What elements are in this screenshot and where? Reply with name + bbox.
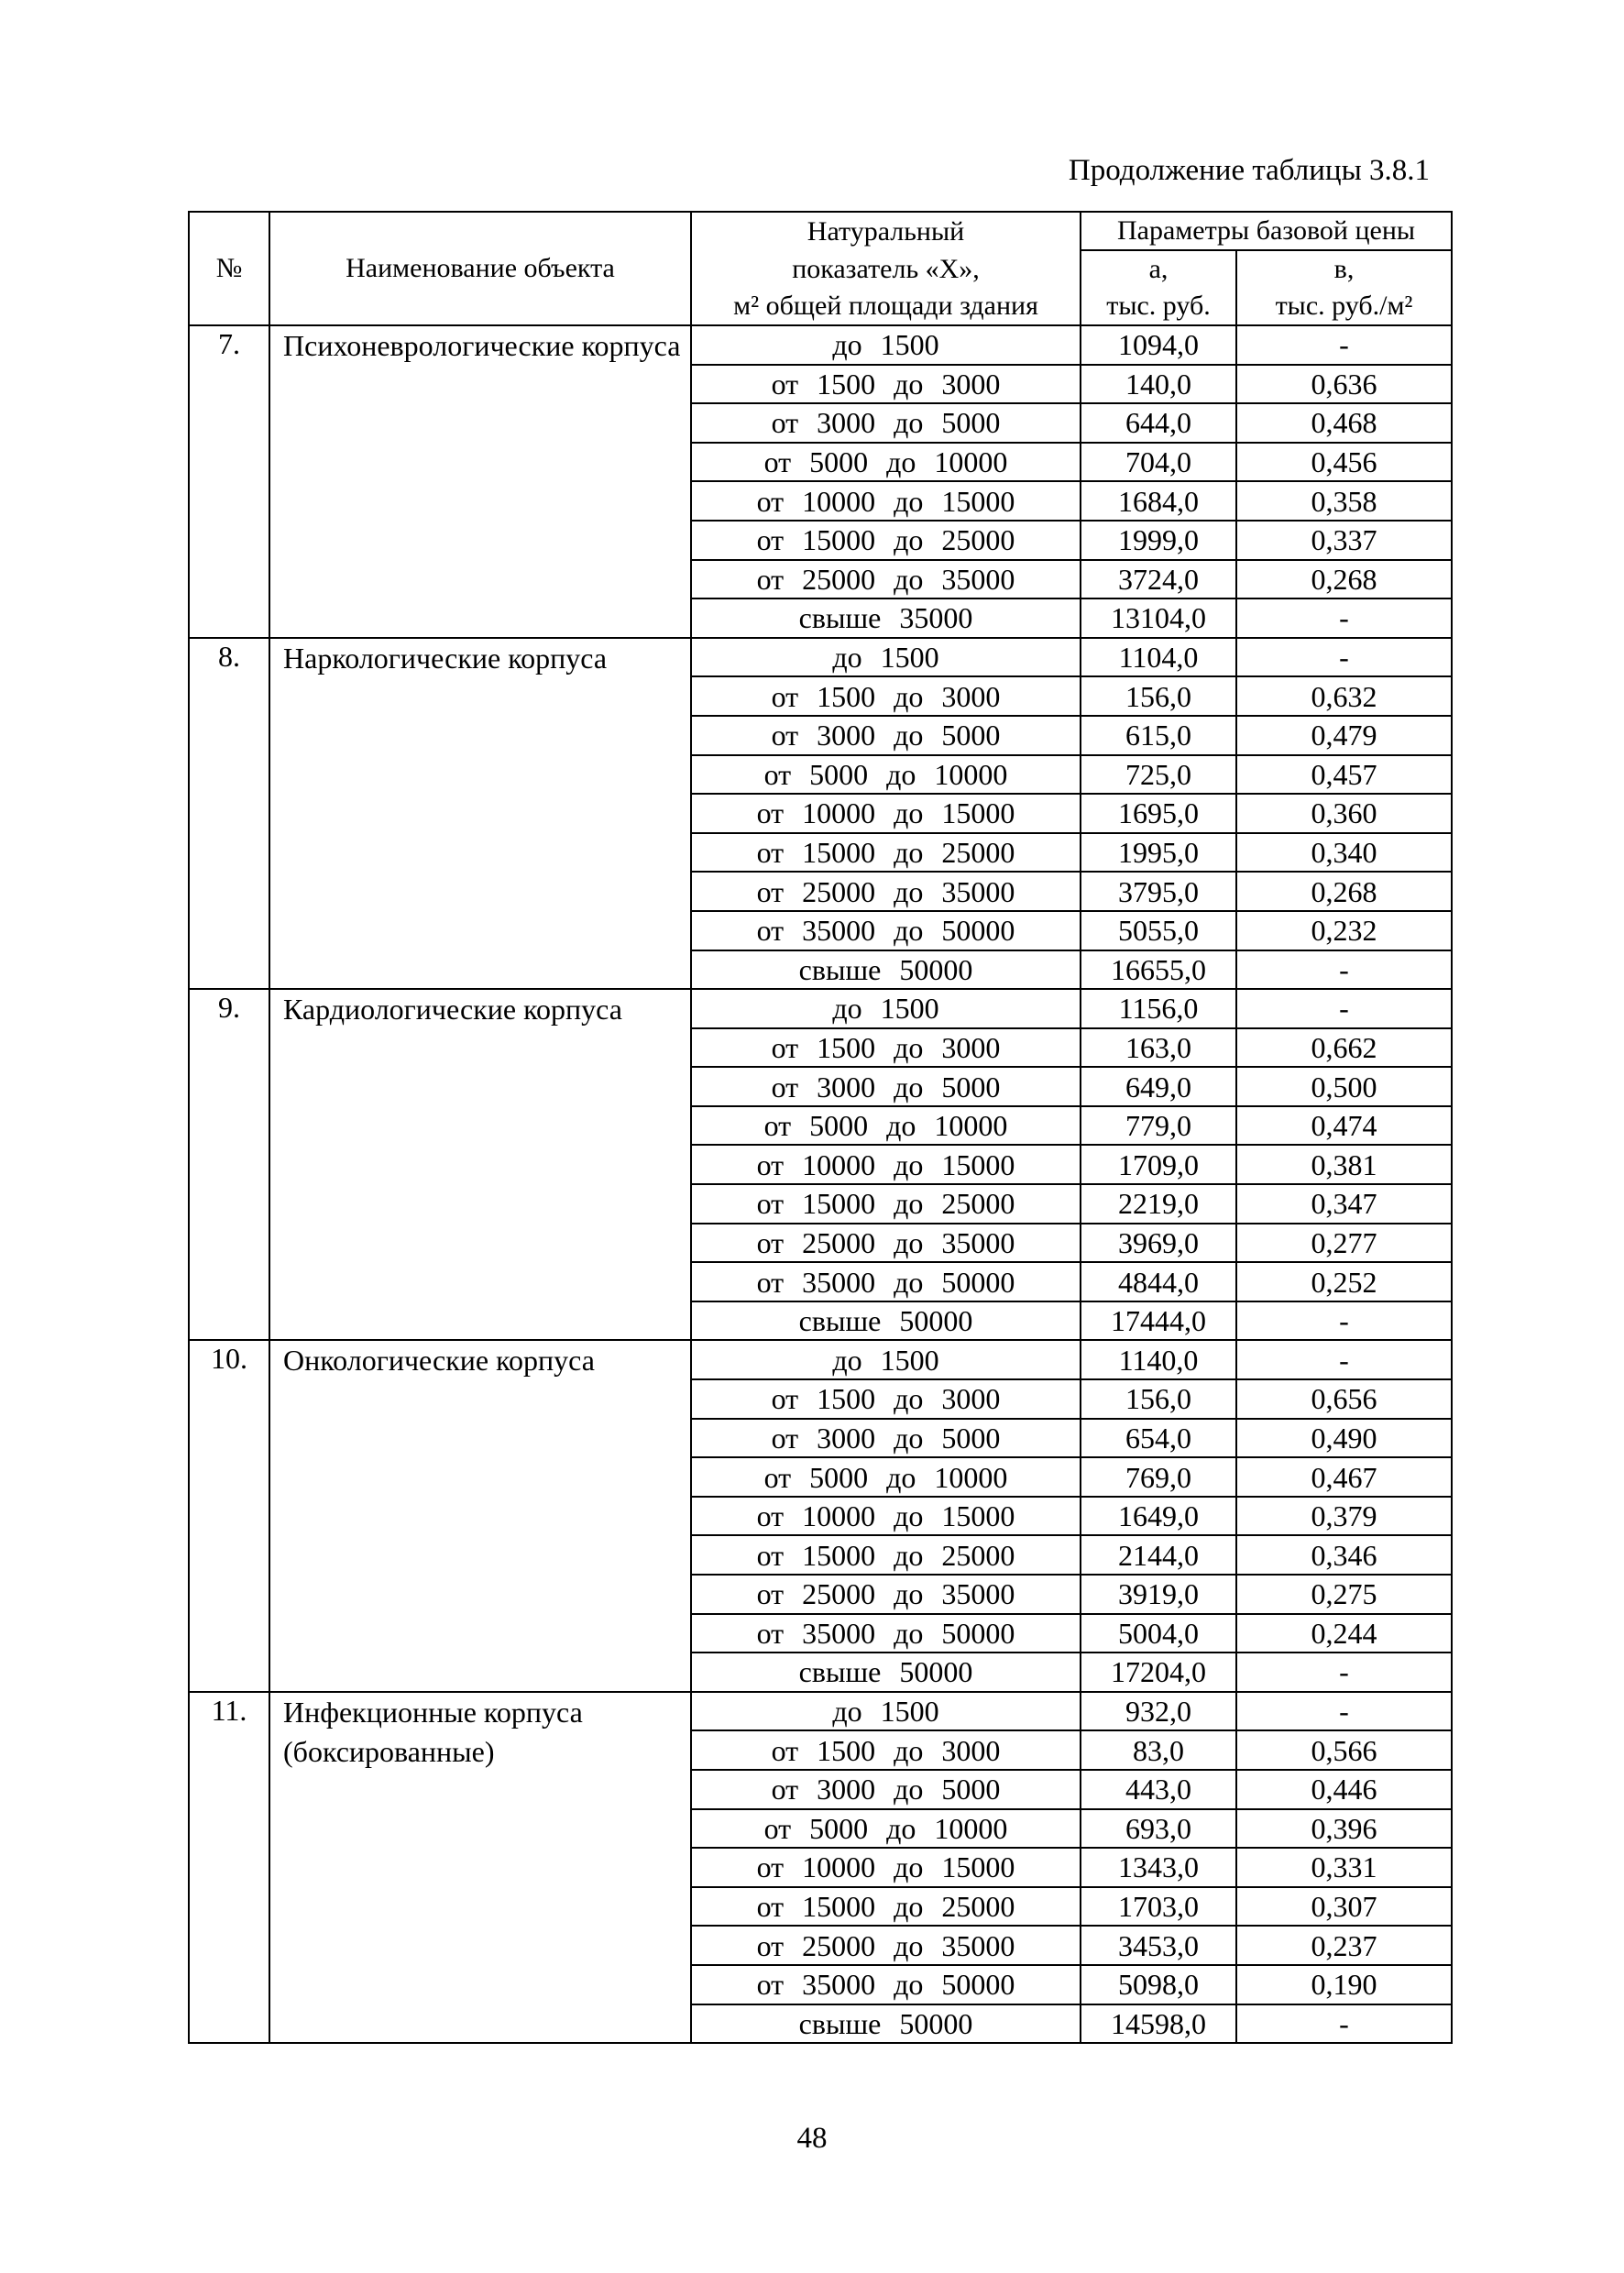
param-a-cell: 16655,0	[1081, 950, 1236, 990]
param-b-cell: 0,232	[1236, 911, 1452, 950]
param-b-cell: 0,347	[1236, 1184, 1452, 1224]
param-a-cell: 615,0	[1081, 716, 1236, 755]
param-a-cell: 932,0	[1081, 1692, 1236, 1731]
range-cell: от 5000 до 10000	[691, 1457, 1081, 1497]
param-b-cell: -	[1236, 325, 1452, 365]
param-a-cell: 156,0	[1081, 676, 1236, 716]
param-a-cell: 1094,0	[1081, 325, 1236, 365]
table-row	[189, 989, 1452, 1028]
param-b-cell: 0,337	[1236, 521, 1452, 560]
range-cell: от 1500 до 3000	[691, 365, 1081, 404]
param-b-cell: 0,467	[1236, 1457, 1452, 1497]
range-cell: от 15000 до 25000	[691, 1887, 1081, 1927]
range-cell: от 3000 до 5000	[691, 403, 1081, 443]
range-cell: от 25000 до 35000	[691, 560, 1081, 599]
param-b-cell: 0,656	[1236, 1379, 1452, 1419]
object-name: Психоневрологические корпуса	[269, 325, 691, 638]
param-a-cell: 1703,0	[1081, 1887, 1236, 1927]
param-b-cell: -	[1236, 2004, 1452, 2044]
param-b-cell: 0,277	[1236, 1224, 1452, 1263]
header-b-line1: в,	[1236, 250, 1452, 288]
param-b-cell: 0,381	[1236, 1145, 1452, 1184]
param-a-cell: 3919,0	[1081, 1575, 1236, 1614]
range-cell: свыше 50000	[691, 950, 1081, 990]
range-cell: от 35000 до 50000	[691, 1262, 1081, 1301]
range-cell: от 5000 до 10000	[691, 1106, 1081, 1146]
range-cell: до 1500	[691, 1340, 1081, 1379]
param-b-cell: -	[1236, 1301, 1452, 1341]
param-b-cell: 0,632	[1236, 676, 1452, 716]
range-cell: до 1500	[691, 1692, 1081, 1731]
header-a-line1: а,	[1081, 250, 1236, 288]
param-a-cell: 5004,0	[1081, 1614, 1236, 1653]
param-a-cell: 3795,0	[1081, 872, 1236, 911]
header-a-line2: тыс. руб.	[1081, 288, 1236, 325]
param-a-cell: 3969,0	[1081, 1224, 1236, 1263]
param-b-cell: -	[1236, 1692, 1452, 1731]
param-b-cell: -	[1236, 989, 1452, 1028]
param-a-cell: 1649,0	[1081, 1497, 1236, 1536]
range-cell: от 25000 до 35000	[691, 1926, 1081, 1965]
range-cell: свыше 50000	[691, 1653, 1081, 1692]
object-number: 7.	[189, 325, 269, 638]
param-a-cell: 693,0	[1081, 1809, 1236, 1849]
table-row	[189, 1340, 1452, 1379]
param-a-cell: 1709,0	[1081, 1145, 1236, 1184]
header-row-1	[189, 212, 1452, 250]
object-name: Онкологические корпуса	[269, 1340, 691, 1691]
param-a-cell: 1999,0	[1081, 521, 1236, 560]
range-cell: от 25000 до 35000	[691, 872, 1081, 911]
param-a-cell: 4844,0	[1081, 1262, 1236, 1301]
range-cell: свыше 50000	[691, 2004, 1081, 2044]
table-row	[189, 638, 1452, 677]
param-b-cell: 0,252	[1236, 1262, 1452, 1301]
param-b-cell: 0,360	[1236, 794, 1452, 833]
header-x-line3: м² общей площади здания	[691, 288, 1081, 325]
range-cell: от 35000 до 50000	[691, 911, 1081, 950]
header-name: Наименование объекта	[269, 212, 691, 325]
param-a-cell: 13104,0	[1081, 598, 1236, 638]
param-b-cell: 0,490	[1236, 1419, 1452, 1458]
param-a-cell: 140,0	[1081, 365, 1236, 404]
object-number: 8.	[189, 638, 269, 989]
param-a-cell: 443,0	[1081, 1770, 1236, 1809]
param-b-cell: -	[1236, 1653, 1452, 1692]
param-b-cell: 0,474	[1236, 1106, 1452, 1146]
param-a-cell: 725,0	[1081, 755, 1236, 795]
table-caption: Продолжение таблицы 3.8.1	[1068, 154, 1430, 187]
table-row	[189, 325, 1452, 365]
param-b-cell: 0,340	[1236, 833, 1452, 873]
range-cell: от 10000 до 15000	[691, 794, 1081, 833]
param-a-cell: 1104,0	[1081, 638, 1236, 677]
param-a-cell: 644,0	[1081, 403, 1236, 443]
param-b-cell: 0,358	[1236, 481, 1452, 521]
range-cell: от 5000 до 10000	[691, 1809, 1081, 1849]
range-cell: от 15000 до 25000	[691, 833, 1081, 873]
param-a-cell: 163,0	[1081, 1028, 1236, 1068]
param-a-cell: 14598,0	[1081, 2004, 1236, 2044]
range-cell: от 1500 до 3000	[691, 1028, 1081, 1068]
param-a-cell: 1156,0	[1081, 989, 1236, 1028]
param-a-cell: 17204,0	[1081, 1653, 1236, 1692]
param-b-cell: 0,636	[1236, 365, 1452, 404]
param-b-cell: 0,346	[1236, 1535, 1452, 1575]
param-a-cell: 769,0	[1081, 1457, 1236, 1497]
param-b-cell: 0,379	[1236, 1497, 1452, 1536]
param-b-cell: 0,396	[1236, 1809, 1452, 1849]
range-cell: от 5000 до 10000	[691, 443, 1081, 482]
range-cell: до 1500	[691, 989, 1081, 1028]
param-a-cell: 83,0	[1081, 1730, 1236, 1770]
param-a-cell: 779,0	[1081, 1106, 1236, 1146]
param-b-cell: 0,237	[1236, 1926, 1452, 1965]
range-cell: до 1500	[691, 638, 1081, 677]
param-b-cell: 0,268	[1236, 560, 1452, 599]
range-cell: от 3000 до 5000	[691, 1770, 1081, 1809]
range-cell: от 3000 до 5000	[691, 716, 1081, 755]
param-b-cell: 0,268	[1236, 872, 1452, 911]
range-cell: от 3000 до 5000	[691, 1067, 1081, 1106]
range-cell: от 1500 до 3000	[691, 1730, 1081, 1770]
param-b-cell: -	[1236, 598, 1452, 638]
object-number: 9.	[189, 989, 269, 1340]
param-a-cell: 156,0	[1081, 1379, 1236, 1419]
param-b-cell: -	[1236, 638, 1452, 677]
range-cell: свыше 35000	[691, 598, 1081, 638]
object-number: 10.	[189, 1340, 269, 1691]
range-cell: от 15000 до 25000	[691, 1535, 1081, 1575]
param-b-cell: 0,500	[1236, 1067, 1452, 1106]
range-cell: от 1500 до 3000	[691, 676, 1081, 716]
range-cell: от 25000 до 35000	[691, 1224, 1081, 1263]
param-b-cell: -	[1236, 950, 1452, 990]
param-a-cell: 1140,0	[1081, 1340, 1236, 1379]
header-params: Параметры базовой цены	[1081, 212, 1452, 250]
object-name: Инфекционные корпуса (боксированные)	[269, 1692, 691, 2043]
param-b-cell: 0,456	[1236, 443, 1452, 482]
param-b-cell: -	[1236, 1340, 1452, 1379]
range-cell: свыше 50000	[691, 1301, 1081, 1341]
param-a-cell: 17444,0	[1081, 1301, 1236, 1341]
range-cell: от 10000 до 15000	[691, 1848, 1081, 1887]
range-cell: от 15000 до 25000	[691, 1184, 1081, 1224]
param-a-cell: 1684,0	[1081, 481, 1236, 521]
range-cell: от 35000 до 50000	[691, 1614, 1081, 1653]
range-cell: от 35000 до 50000	[691, 1965, 1081, 2004]
header-x-line2: показатель «Х»,	[691, 250, 1081, 288]
header-num: №	[189, 212, 269, 325]
param-b-cell: 0,457	[1236, 755, 1452, 795]
param-a-cell: 5098,0	[1081, 1965, 1236, 2004]
range-cell: от 3000 до 5000	[691, 1419, 1081, 1458]
object-name: Наркологические корпуса	[269, 638, 691, 989]
param-b-cell: 0,468	[1236, 403, 1452, 443]
param-b-cell: 0,566	[1236, 1730, 1452, 1770]
param-a-cell: 2219,0	[1081, 1184, 1236, 1224]
param-a-cell: 654,0	[1081, 1419, 1236, 1458]
table-row	[189, 1692, 1452, 1731]
range-cell: от 10000 до 15000	[691, 1497, 1081, 1536]
range-cell: до 1500	[691, 325, 1081, 365]
header-x-line1: Натуральный	[691, 212, 1081, 250]
object-name: Кардиологические корпуса	[269, 989, 691, 1340]
param-a-cell: 704,0	[1081, 443, 1236, 482]
param-b-cell: 0,244	[1236, 1614, 1452, 1653]
object-number: 11.	[189, 1692, 269, 2043]
param-a-cell: 2144,0	[1081, 1535, 1236, 1575]
param-b-cell: 0,275	[1236, 1575, 1452, 1614]
param-a-cell: 649,0	[1081, 1067, 1236, 1106]
param-a-cell: 5055,0	[1081, 911, 1236, 950]
param-b-cell: 0,331	[1236, 1848, 1452, 1887]
range-cell: от 25000 до 35000	[691, 1575, 1081, 1614]
range-cell: от 10000 до 15000	[691, 1145, 1081, 1184]
param-b-cell: 0,307	[1236, 1887, 1452, 1927]
param-a-cell: 3724,0	[1081, 560, 1236, 599]
header-b-line2: тыс. руб./м²	[1236, 288, 1452, 325]
range-cell: от 10000 до 15000	[691, 481, 1081, 521]
price-table	[188, 211, 1453, 2044]
range-cell: от 15000 до 25000	[691, 521, 1081, 560]
param-b-cell: 0,662	[1236, 1028, 1452, 1068]
param-b-cell: 0,446	[1236, 1770, 1452, 1809]
range-cell: от 1500 до 3000	[691, 1379, 1081, 1419]
page-number: 48	[796, 2122, 828, 2155]
range-cell: от 5000 до 10000	[691, 755, 1081, 795]
param-a-cell: 1695,0	[1081, 794, 1236, 833]
param-a-cell: 1343,0	[1081, 1848, 1236, 1887]
param-a-cell: 1995,0	[1081, 833, 1236, 873]
param-a-cell: 3453,0	[1081, 1926, 1236, 1965]
param-b-cell: 0,190	[1236, 1965, 1452, 2004]
param-b-cell: 0,479	[1236, 716, 1452, 755]
